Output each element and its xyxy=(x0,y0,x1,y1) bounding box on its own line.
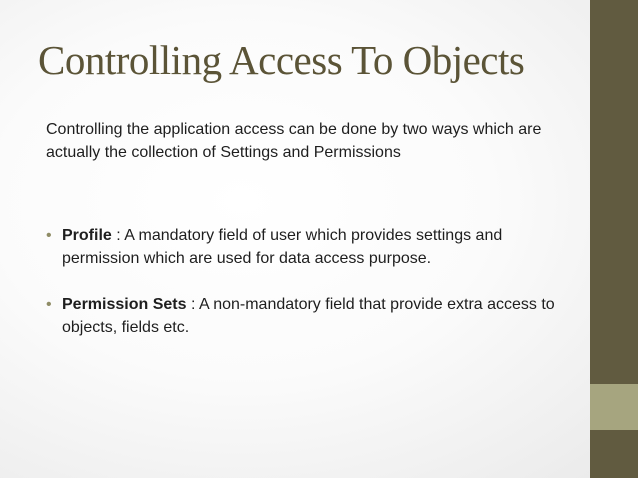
bullet-text: : A non-mandatory field that provide extra access to objects, fields etc. xyxy=(62,296,555,336)
bullet-text: : A mandatory field of user which provides settings and permission which are used for data access purpose. xyxy=(62,227,503,267)
bullet-list xyxy=(46,224,576,362)
bullet-term: Permission Sets xyxy=(62,296,187,313)
right-decorative-bar xyxy=(590,0,638,478)
slide-title: Controlling Access To Objects xyxy=(38,37,525,83)
right-bar-accent xyxy=(590,384,638,430)
bullet-item-permission-sets xyxy=(46,293,576,339)
bullet-item-profile xyxy=(46,224,576,270)
bullet-marker-icon: • xyxy=(46,227,52,244)
bullet-term: Profile xyxy=(62,227,112,244)
intro-paragraph: Controlling the application access can be done by two ways which are actually the collection of Settings and Permissions xyxy=(46,121,542,161)
bullet-marker-icon: • xyxy=(46,296,52,313)
